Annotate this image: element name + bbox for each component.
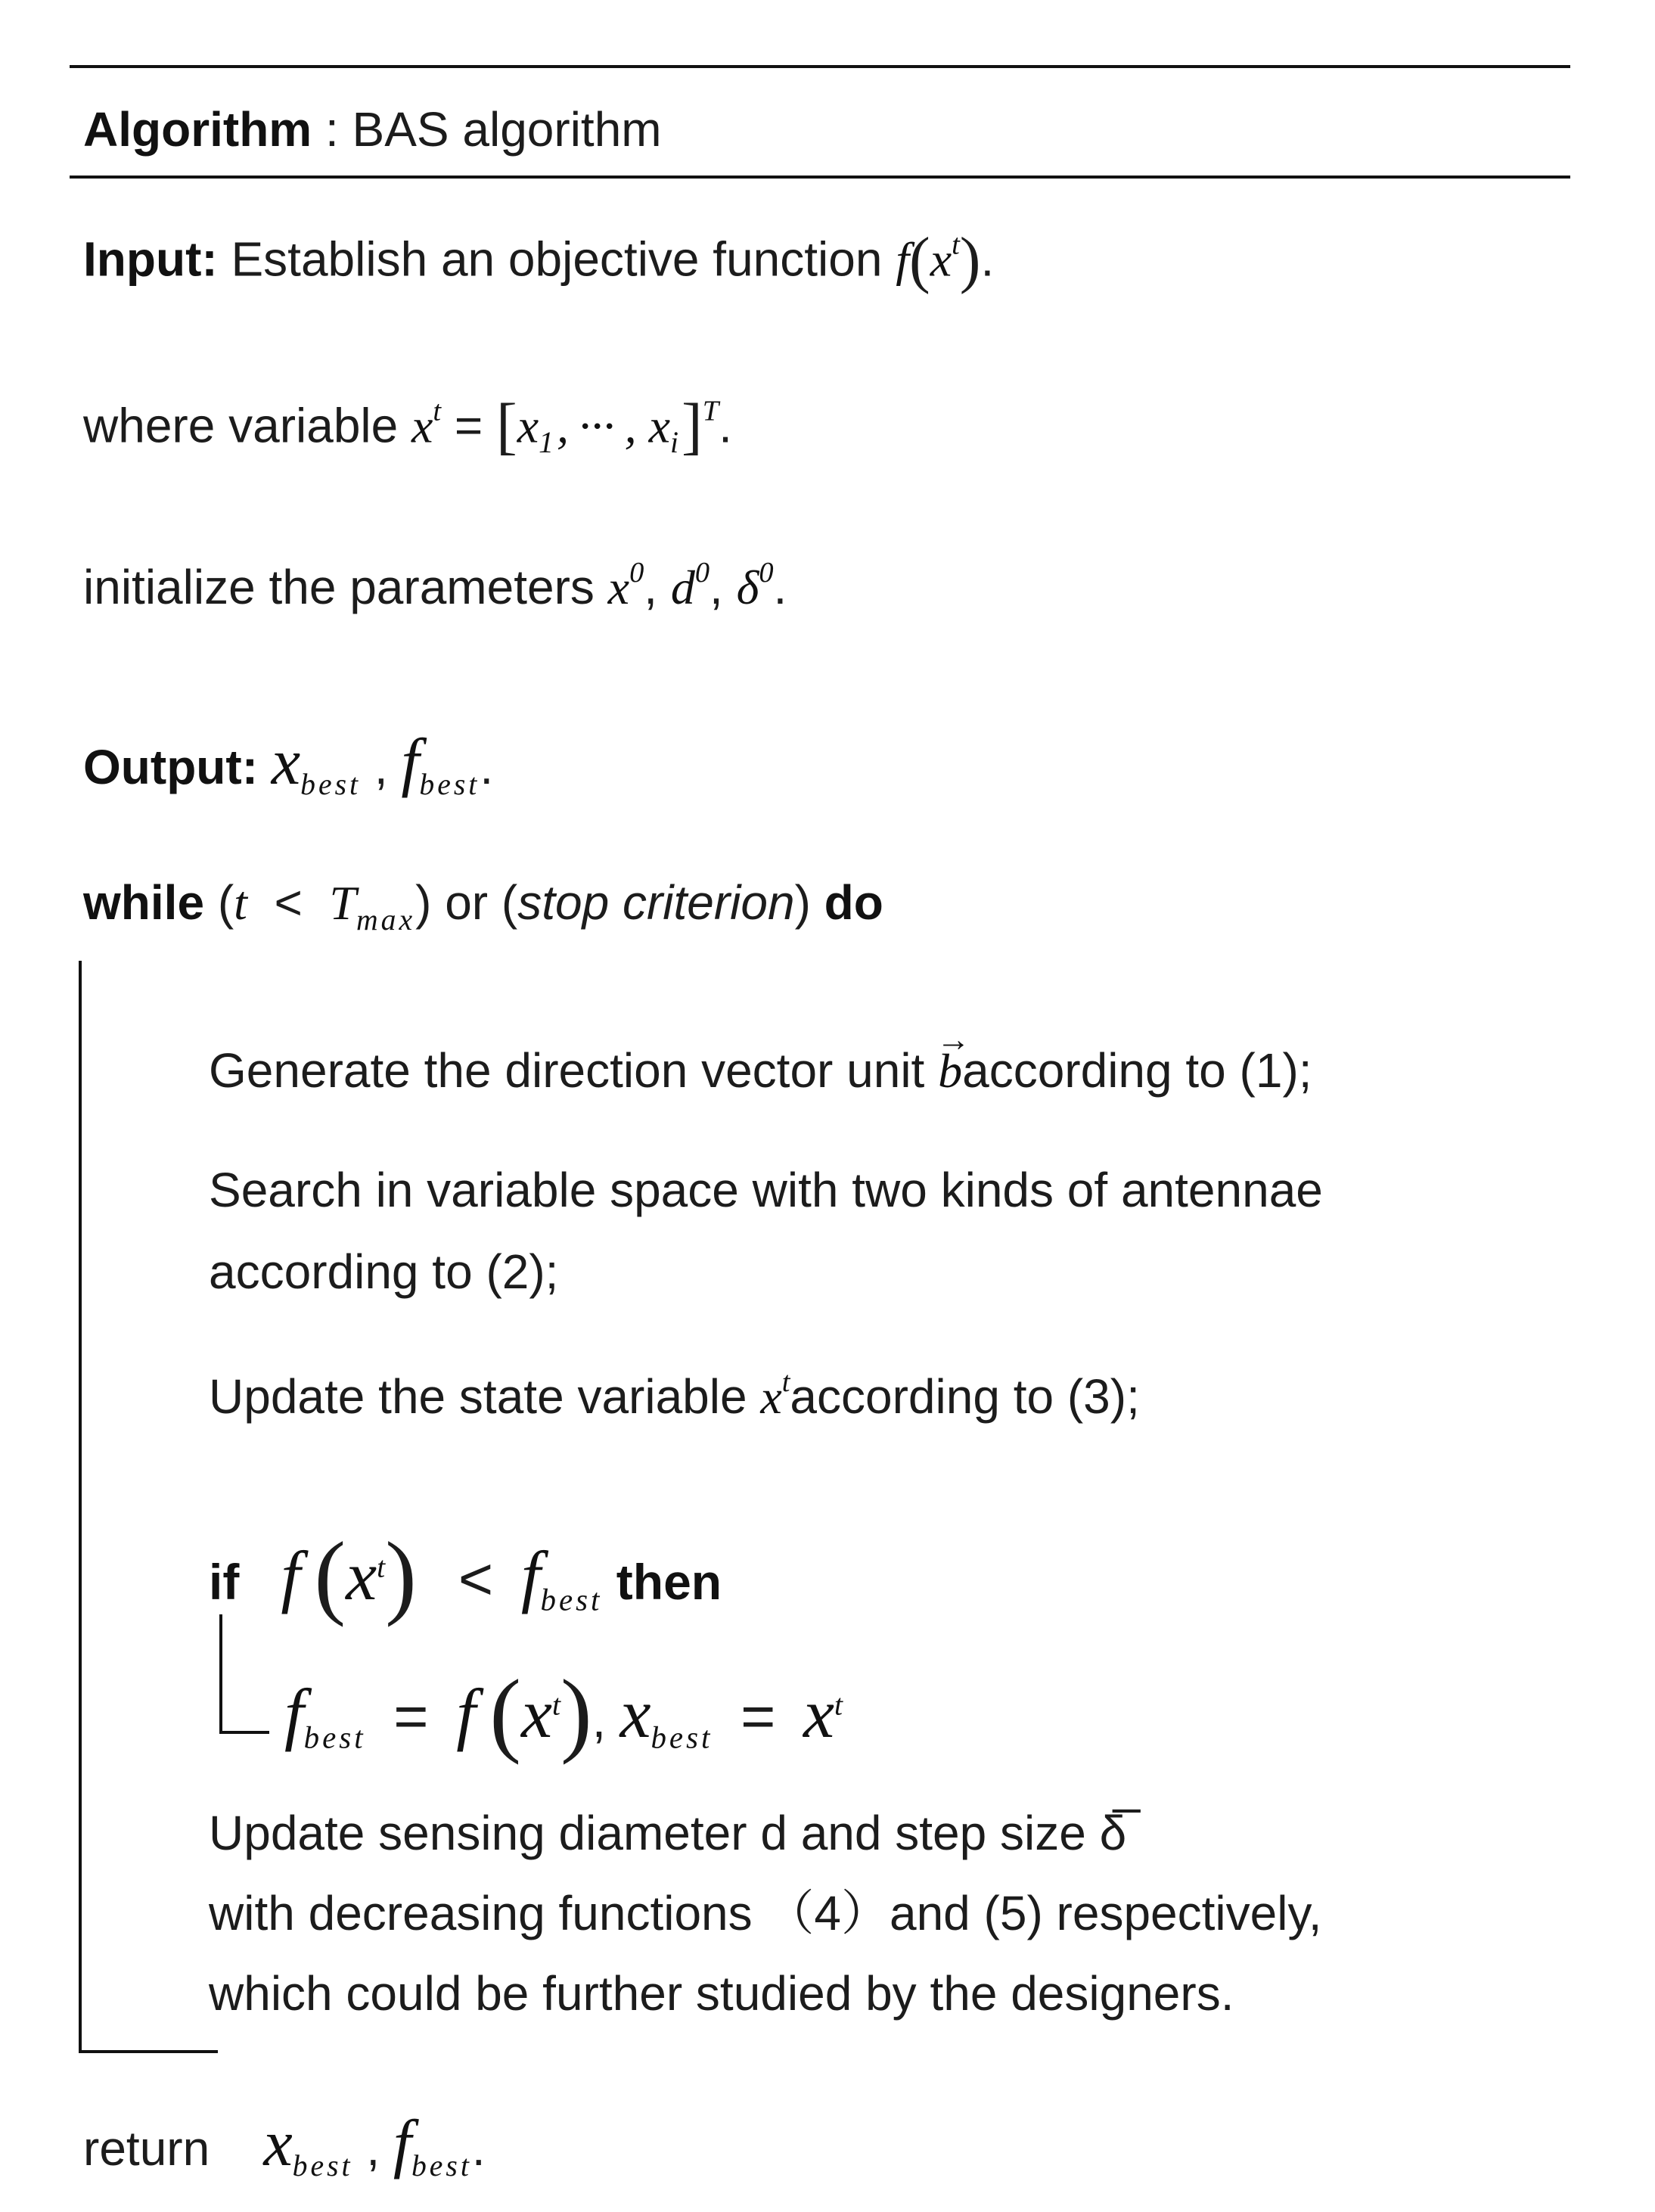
if-var: x xyxy=(346,1536,377,1614)
init-p1-sup: 0 xyxy=(629,557,644,589)
while-lt: < xyxy=(274,875,303,930)
step3-tail: according to (3); xyxy=(790,1369,1140,1424)
return-line xyxy=(83,2108,486,2183)
input-label: Input: xyxy=(83,231,218,287)
assign-eq2: = xyxy=(741,1682,776,1750)
step3-var: x xyxy=(760,1369,782,1424)
crit-paren-open: ( xyxy=(501,875,518,930)
return-x: x xyxy=(263,2107,293,2179)
step3-text: Update the state variable xyxy=(209,1369,761,1424)
paren-open: ( xyxy=(909,225,930,294)
assign-eq1: = xyxy=(393,1682,429,1750)
step1-line xyxy=(209,1021,1312,1098)
update-line1: Update sensing diameter d and step size δ̅ xyxy=(209,1806,1127,1860)
output-label: Output: xyxy=(83,740,258,794)
input-text: Establish an objective function xyxy=(217,231,896,287)
assign-xt: x xyxy=(803,1674,835,1752)
bracket-open: [ xyxy=(496,391,517,461)
step1-var-letter: b xyxy=(938,1044,963,1098)
vec-xi: x xyxy=(648,399,670,453)
bracket-close: ] xyxy=(682,391,703,461)
return-f: f xyxy=(393,2107,411,2179)
init-p2-sup: 0 xyxy=(694,557,710,589)
where-end: . xyxy=(719,398,732,453)
vec-dots: , ··· , xyxy=(556,399,649,453)
update-line3: which could be further studied by the designers. xyxy=(209,1966,1234,2021)
where-var-sup: t xyxy=(433,395,442,427)
if-fbest-sub: best xyxy=(540,1583,603,1617)
assign-paren-close: ) xyxy=(560,1661,592,1766)
crit-paren-close: ) xyxy=(794,875,811,930)
return-sep: , xyxy=(352,2121,393,2176)
if-var-sup: t xyxy=(377,1550,386,1584)
while-criterion: stop criterion xyxy=(517,875,795,930)
init-p3-sup: 0 xyxy=(759,557,774,589)
where-var: x xyxy=(411,399,433,453)
init-p2: d xyxy=(670,560,695,614)
where-line xyxy=(83,392,732,461)
vec-x1-sub: 1 xyxy=(539,426,557,460)
if-paren-close: ) xyxy=(385,1523,417,1628)
assign-line xyxy=(284,1661,843,1766)
while-paren-open: ( xyxy=(217,875,234,930)
if-paren-open: ( xyxy=(314,1523,346,1628)
output-x-sub: best xyxy=(300,767,362,801)
assign-x: x xyxy=(619,1674,651,1752)
vector-arrow-icon: → xyxy=(936,1021,970,1058)
where-text: where variable xyxy=(83,398,411,453)
input-func: f xyxy=(896,232,909,287)
then-keyword: then xyxy=(616,1553,722,1610)
output-end: . xyxy=(480,740,494,794)
while-paren-close: ) xyxy=(415,875,432,930)
while-keyword: while xyxy=(83,875,205,930)
init-text: initialize the parameters xyxy=(83,559,608,614)
assign-f: f xyxy=(284,1674,304,1752)
algorithm-label: Algorithm xyxy=(83,102,312,157)
vec-x1: x xyxy=(517,399,539,453)
assign-xt-sup: t xyxy=(834,1688,843,1722)
init-line xyxy=(83,557,787,614)
paren-close: ) xyxy=(959,225,981,294)
assign-comma: , xyxy=(592,1691,607,1748)
assign-var: x xyxy=(520,1674,552,1752)
transpose-sup: T xyxy=(702,395,719,427)
return-x-sub: best xyxy=(292,2148,353,2182)
if-lt: < xyxy=(458,1544,494,1612)
input-var: x xyxy=(930,232,952,287)
step3-line xyxy=(209,1366,1140,1424)
if-bracket-bottom xyxy=(219,1731,269,1734)
init-end: . xyxy=(773,559,787,614)
header-colon: : xyxy=(312,102,352,157)
return-keyword: return xyxy=(83,2121,210,2176)
while-or: or xyxy=(431,875,501,930)
init-p3: δ xyxy=(736,560,759,614)
while-T-sub: max xyxy=(356,903,416,937)
init-sep1: , xyxy=(644,559,671,614)
if-fbest: f xyxy=(520,1536,541,1614)
step3-var-sup: t xyxy=(781,1366,790,1398)
loop-bracket-vertical xyxy=(79,961,82,2053)
while-T: T xyxy=(329,876,356,930)
vec-xi-sub: i xyxy=(670,426,682,460)
input-line xyxy=(83,225,994,295)
output-sep: , xyxy=(361,740,402,794)
output-f-sub: best xyxy=(419,767,480,801)
assign-var-sup: t xyxy=(552,1688,560,1722)
top-rule xyxy=(70,65,1570,68)
do-keyword: do xyxy=(824,875,883,930)
loop-bracket-bottom xyxy=(79,2050,218,2053)
output-line xyxy=(83,726,493,802)
assign-func: f xyxy=(456,1674,476,1752)
assign-f-sub: best xyxy=(303,1720,366,1755)
while-t: t xyxy=(234,876,247,930)
output-x: x xyxy=(271,725,301,798)
input-var-sup: t xyxy=(952,228,960,261)
return-f-sub: best xyxy=(411,2148,472,2182)
if-keyword: if xyxy=(209,1553,240,1610)
assign-paren-open: ( xyxy=(489,1661,521,1766)
step1-text: Generate the direction vector unit xyxy=(209,1043,939,1098)
step1-tail: according to (1); xyxy=(962,1043,1312,1098)
while-line xyxy=(83,876,883,937)
update-line2: with decreasing functions （4）and (5) respectively, xyxy=(209,1886,1322,1940)
header-rule xyxy=(70,176,1570,179)
init-p1: x xyxy=(607,560,630,614)
step2-line2: according to (2); xyxy=(209,1244,559,1299)
if-bracket-vertical xyxy=(219,1614,222,1734)
if-func: f xyxy=(281,1536,301,1614)
input-end: . xyxy=(980,231,995,287)
algorithm-title: BAS algorithm xyxy=(352,102,662,157)
return-end: . xyxy=(471,2121,486,2176)
step1-var xyxy=(936,1021,970,1098)
algorithm-header xyxy=(83,103,662,156)
init-sep2: , xyxy=(710,559,737,614)
assign-x-sub: best xyxy=(651,1720,713,1755)
if-line xyxy=(209,1524,722,1628)
step2-line1: Search in variable space with two kinds of antennae xyxy=(209,1163,1323,1217)
output-f: f xyxy=(401,725,420,798)
where-equals: = xyxy=(454,398,497,453)
